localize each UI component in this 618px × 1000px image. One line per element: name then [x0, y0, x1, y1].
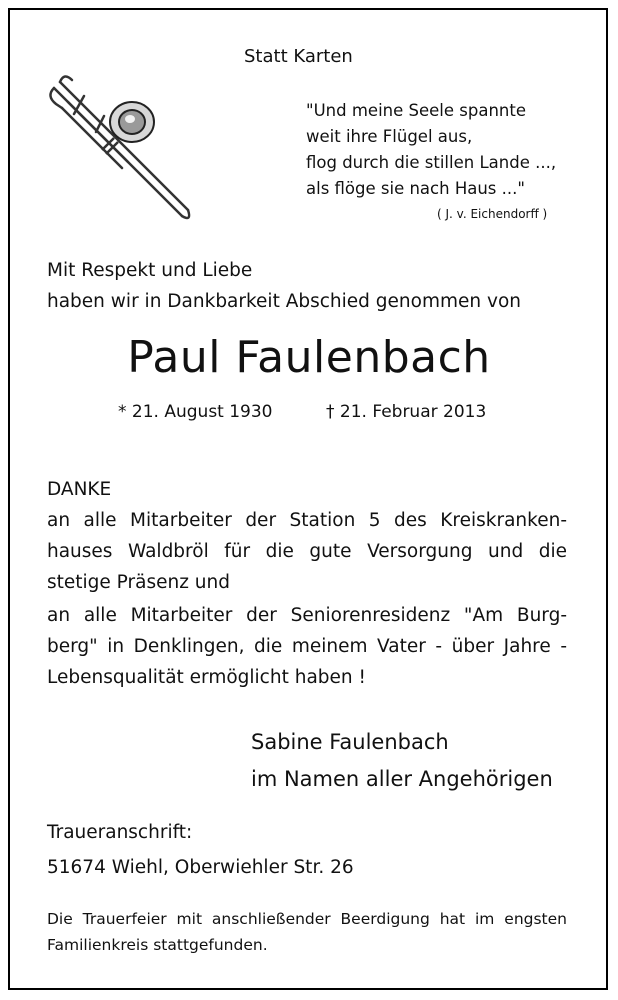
poem-quote: [306, 98, 556, 202]
address-value: 51674 Wiehl, Oberwiehler Str. 26: [47, 857, 354, 878]
thanks-paragraph-2-text: an alle Mitarbeiter der Seniorenresidenz "Am Burg-berg" in Denklingen, die meinem Vater - über Jahre - Lebensqualität ermöglicht haben !: [47, 605, 567, 688]
signature-subtitle: im Namen aller Angehörigen: [251, 767, 553, 791]
trombone-icon: [44, 66, 196, 228]
quote-line: weit ihre Flügel aus,: [306, 127, 473, 146]
thanks-paragraph-1: [47, 505, 567, 598]
intro-line-1: Mit Respekt und Liebe: [47, 260, 253, 281]
thanks-paragraph-2: [47, 600, 567, 693]
signature-block: [251, 724, 553, 798]
signature-name: Sabine Faulenbach: [251, 730, 449, 754]
statt-karten-heading: Statt Karten: [244, 46, 353, 67]
funeral-note-text: Die Trauerfeier mit anschließender Beerdigung hat im engsten Familienkreis stattgefunden.: [47, 910, 567, 954]
funeral-note: [47, 906, 567, 958]
intro-text: [47, 255, 521, 317]
thanks-heading: DANKE: [47, 479, 112, 500]
deceased-name: Paul Faulenbach: [127, 332, 491, 383]
address-label: Traueranschrift:: [47, 822, 193, 843]
quote-line: flog durch die stillen Lande ...,: [306, 153, 557, 172]
thanks-paragraph-1-text: an alle Mitarbeiter der Station 5 des Kreiskranken-hauses Waldbröl für die gute Versorgung und die stetige Präsenz und: [47, 510, 567, 593]
quote-author: ( J. v. Eichendorff ): [437, 207, 548, 221]
quote-line: "Und meine Seele spannte: [306, 101, 526, 120]
death-date: † 21. Februar 2013: [326, 402, 487, 422]
birth-date: * 21. August 1930: [118, 402, 273, 422]
quote-line: als flöge sie nach Haus ...": [306, 179, 525, 198]
intro-line-2: haben wir in Dankbarkeit Abschied genommen von: [47, 291, 521, 312]
